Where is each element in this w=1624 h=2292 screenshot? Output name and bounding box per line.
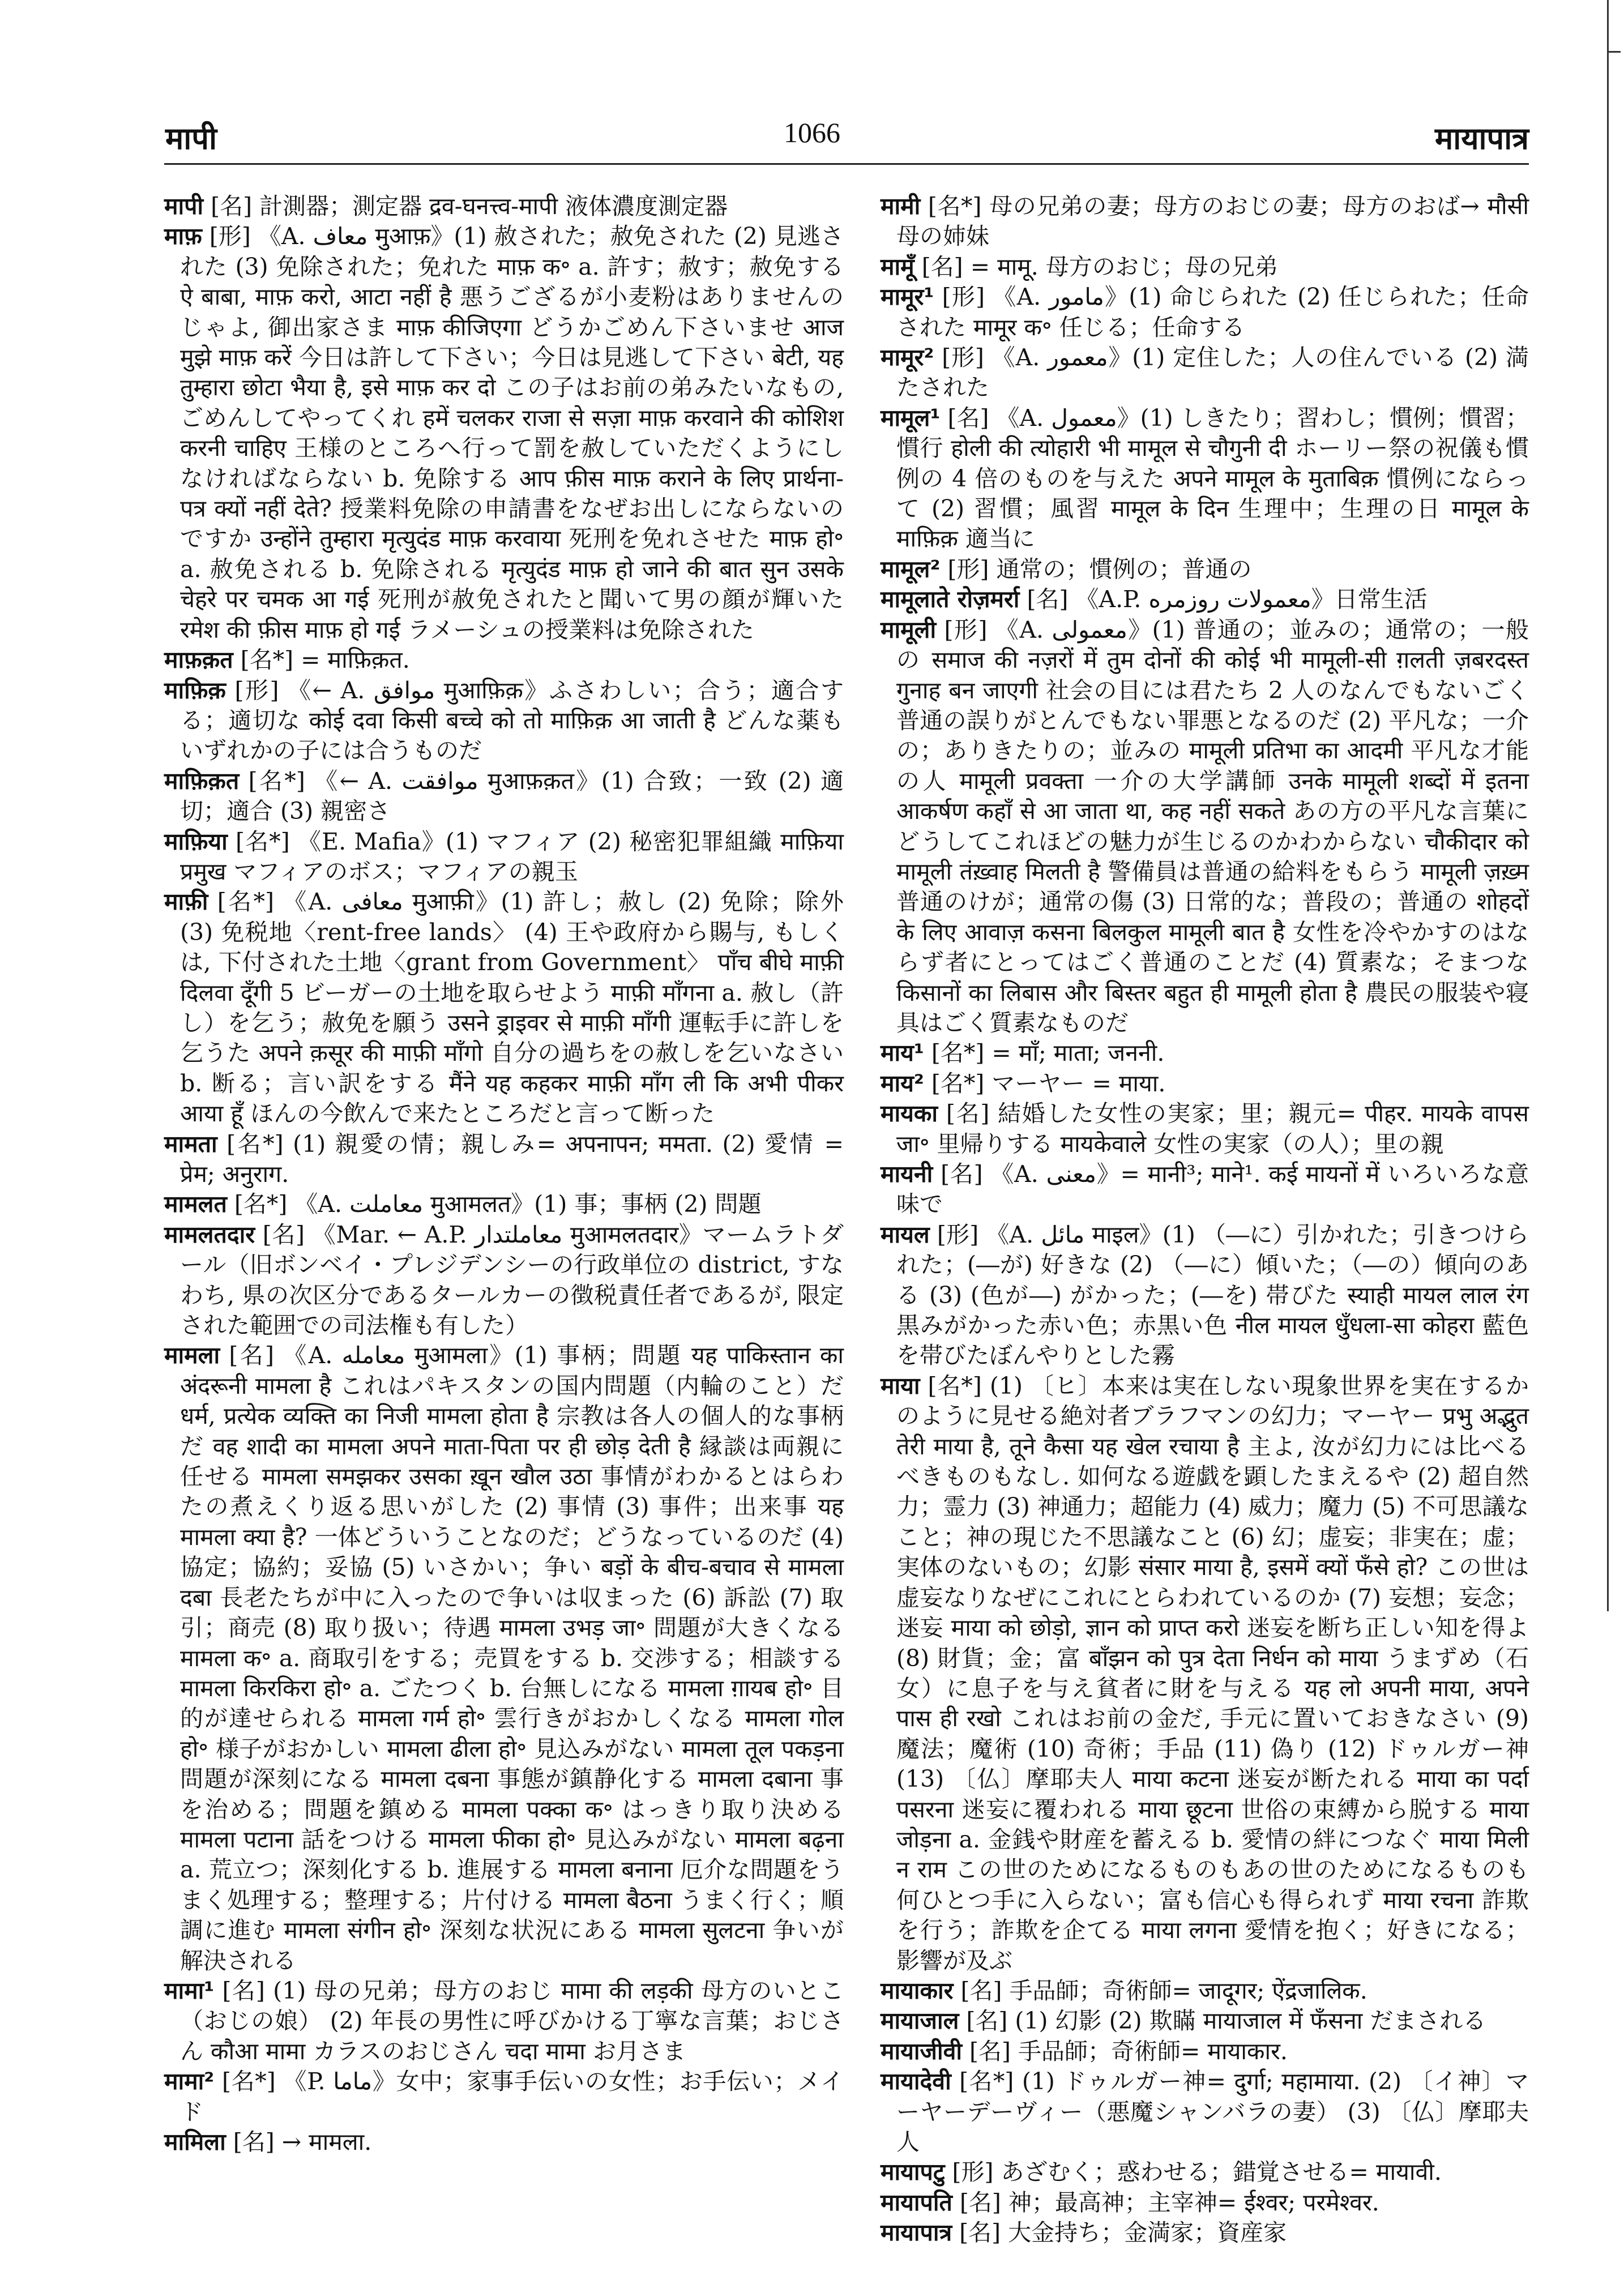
entry-headword: मामूल¹	[881, 404, 941, 432]
entry-definition: [名] → मामला.	[225, 2128, 372, 2156]
header-rule	[164, 163, 1529, 165]
dictionary-entry	[881, 1976, 1529, 2006]
left-column	[164, 191, 844, 2157]
entry-headword: मायल	[881, 1220, 930, 1248]
entry-definition: [形] 《← A. موافق मुआफ़िक़》ふさわしい；合う；適合する；適切な कोई दवा किसी बच्चे को तो माफ़िक़ आ जाती है どんな薬もいずれかの子には合うものだ	[180, 676, 844, 765]
entry-headword: माफ़िक़त	[164, 767, 240, 795]
dictionary-entry	[881, 1220, 1529, 1371]
entry-definition: [形] 《A. معاف मुआफ़》(1) 赦された；赦免された (2) 見逃された (3) 免除された；免れた माफ़ क॰ a. 許す；赦す；赦免する ऐ बाबा, माफ़ करो, आटा नहीं है 悪うござるが小麦粉はありませんのじゃよ, 御出家さま माफ़ कीजिएगा どうかごめん下さいませ आज मुझे माफ़ करें 今日は許して下さい；今日は見逃して下さい बेटी, यह तुम्हारा छोटा भैया है, इसे माफ़ कर दो この子はお前の弟みたいなもの, ごめんしてやってくれ हमें चलकर राजा से सज़ा माफ़ करवाने की कोशिश करनी चाहिए 王様のところへ行って罰を赦していただくようにしなければならない b. 免除する आप फ़ीस माफ़ कराने के लिए प्रार्थना-पत्र क्यों नहीं देते? 授業料免除の申請書をなぜお出しにならないのですか उन्होंने तुम्हारा मृत्युदंड माफ़ करवाया 死刑を免れさせた माफ़ हो॰ a. 赦免される b. 免除される मृत्युदंड माफ़ हो जाने की बात सुन उसके चेहरे पर चमक आ गई 死刑が赦免されたと聞いて男の顔が輝いた रमेश की फ़ीस माफ़ हो गई ラメーシュの授業料は免除された	[180, 223, 844, 643]
entry-headword: मामूर¹	[881, 283, 934, 311]
dictionary-entry	[164, 1976, 844, 2067]
dictionary-entry	[881, 403, 1529, 554]
entry-definition: [名*] 《P. ماما》女中；家事手伝いの女性；お手伝い；メイド	[180, 2068, 844, 2125]
dictionary-entry	[881, 2157, 1529, 2187]
entry-headword: माफ़क़त	[164, 646, 233, 674]
entry-definition: [名*] 《A. معافی मुआफ़ी》(1) 許し；赦し (2) 免除；除外 (3) 免税地〈rent-free lands〉 (4) 王や政府から賜与, もしくは, 下付された土地〈grant from Government〉 पाँच बीघे माफ़ी दिलवा दूँगी 5 ビーガーの土地を取らせよう माफ़ी माँगना a. 赦し（許し）を乞う；赦免を願う उसने ड्राइवर से माफ़ी माँगी 運転手に許しを乞うた अपने क़सूर की माफ़ी माँगो 自分の過ちをの赦しを乞いなさい b. 断る；言い訳をする मैंने यह कहकर माफ़ी माँग ली कि अभी पीकर आया हूँ ほんの今飲んで来たところだと言って断った	[180, 888, 844, 1128]
entry-definition: [名*] (1) 〔ヒ〕本来は実在しない現象世界を実在するかのように見せる絶対者ブラフマンの幻力；マーヤー प्रभु अद्भुत तेरी माया है, तूने कैसा यह खेल रचाया है 主よ, 汝が幻力には比べるべきものもなし. 如何なる遊戯を顕したまえるや (2) 超自然力；霊力 (3) 神通力；超能力 (4) 威力；魔力 (5) 不可思議なこと；神の現じた不思議なこと (6) 幻；虚妄；非実在；虚；実体のないもの；幻影 संसार माया है, इसमें क्यों फँसे हो? この世は虚妄なりなぜにこれにとらわれているのか (7) 妄想；妄念；迷妄 माया को छोड़ो, ज्ञान को प्राप्त करो 迷妄を断ち正しい知を得よ (8) 財貨；金；富 बाँझन को पुत्र देता निर्धन को माया うまずめ（石女）に息子を与え貧者に財を与える यह लो अपनी माया, अपने पास ही रखो これはお前の金だ, 手元に置いておきなさい (9) 魔法；魔術 (10) 奇術；手品 (11) 偽り (12) ドゥルガー神 (13) 〔仏〕摩耶夫人 माया कटना 迷妄が断たれる माया का पर्दा पसरना 迷妄に覆われる माया छूटना 世俗の束縛から脱する माया जोड़ना a. 金銭や財産を蓄える b. 愛情の絆につなぐ माया मिली न राम この世のためになるものもあの世のためになるものも何ひとつ手に入らない；富も信心も得られず माया रचना 詐欺を行う；詐欺を企てる माया लगना 愛情を抱く；好きになる；影響が及ぶ	[896, 1372, 1529, 1974]
entry-definition: [名] = मामू. 母方のおじ；母の兄弟	[914, 253, 1278, 280]
dictionary-entry	[881, 2006, 1529, 2036]
entry-definition: [名*] 母の兄弟の妻；母方のおじの妻；母方のおば→ मौसी 母の姉妹	[896, 193, 1529, 250]
entry-definition: [名] 《Mar. ← A.P. معاملتدار मुआमलतदार》マームラトダール（旧ボンベイ・プレジデンシーの行政単位の district, すなわち, 県の次区分であるタールカーの徴税責任者であるが, 限定された範囲での司法権も有した）	[180, 1220, 844, 1339]
dictionary-entry	[881, 1371, 1529, 1976]
entry-headword: मापी	[164, 193, 204, 220]
entry-headword: मायनी	[881, 1160, 933, 1188]
entry-definition: [形] 《A. مائل माइल》(1) （―に）引かれた；引きつけられた；(―が) 好きな (2) （―に）傾いた；（―の）傾向のある (3) (色が―) がかった；(―を) 帯びた स्याही मायल लाल रंग 黒みがかった赤い色；赤黒い色 नील मायल धुँधला-सा कोहरा 藍色を帯びたぼんやりとした霧	[896, 1220, 1529, 1369]
dictionary-entry	[164, 191, 844, 221]
entry-headword: मायापात्र	[881, 2219, 952, 2247]
page-edge-line	[1607, 0, 1609, 1611]
entry-headword: मायादेवी	[881, 2068, 951, 2095]
entry-headword: मामा¹	[164, 1977, 215, 2004]
dictionary-entry	[881, 584, 1529, 614]
dictionary-entry	[881, 1159, 1529, 1220]
entry-headword: मायाकार	[881, 1977, 954, 2004]
entry-definition: [名] 《A. معامله मुआमला》(1) 事柄；問題 यह पाकिस्तान का अंदरूनी मामला है これはパキスタンの国内問題（内輪のこと）だ धर्म, प्रत्येक व्यक्ति का निजी मामला होता है 宗教は各人の個人的な事柄だ वह शादी का मामला अपने माता-पिता पर ही छोड़ देती है 縁談は両親に任せる मामला समझकर उसका ख़ून खौल उठा 事情がわかるとはらわたの煮えくり返る思いがした (2) 事情 (3) 事件；出来事 यह मामला क्या है? 一体どういうことなのだ；どうなっているのだ (4) 協定；協約；妥協 (5) いさかい；争い बड़ों के बीच-बचाव से मामला दबा 長老たちが中に入ったので争いは収まった (6) 訴訟 (7) 取引；商売 (8) 取り扱い；待遇 मामला उभड़ जा॰ 問題が大きくなる मामला क॰ a. 商取引をする；売買をする b. 交渉する；相談する मामला किरकिरा हो॰ a. ごたつく b. 台無しになる मामला ग़ायब हो॰ 目的が達せられる मामला गर्म हो॰ 雲行きがおかしくなる मामला गोल हो॰ 様子がおかしい मामला ढीला हो॰ 見込みがない मामला तूल पकड़ना 問題が深刻になる मामला दबना 事態が鎮静化する मामला दबाना 事を治める；問題を鎮める मामला पक्का क॰ はっきり取り決める मामला पटाना 話をつける मामला फीका हो॰ 見込みがない मामला बढ़ना a. 荒立つ；深刻化する b. 進展する मामला बनाना 厄介な問題をうまく処理する；整理する；片付ける मामला बैठना うまく行く；順調に進む मामला संगीन हो॰ 深刻な状況にある मामला सुलटना 争いが解決される	[180, 1342, 844, 1974]
entry-headword: मायका	[881, 1100, 938, 1128]
dictionary-entry	[881, 615, 1529, 1039]
dictionary-entry	[164, 1341, 844, 1976]
entry-definition: [名*] (1) ドゥルガー神= दुर्गा; महामाया. (2) 〔イ神〕マーヤーデーヴィー（悪魔シャンバラの妻） (3) 〔仏〕摩耶夫人	[896, 2068, 1529, 2156]
entry-headword: मायापटु	[881, 2158, 945, 2186]
entry-headword: माया	[881, 1372, 920, 1399]
entry-definition: [名*] = माँ; माता; जननी.	[924, 1039, 1165, 1067]
dictionary-entry	[881, 1099, 1529, 1159]
entry-headword: मामी	[881, 193, 921, 220]
entry-definition: [形] 《A. مامور》(1) 命じられた (2) 任じられた；任命された मामूर क॰ 任じる；任命する	[896, 283, 1529, 341]
entry-definition: [形] 《A. معمور》(1) 定住した；人の住んでいる (2) 満たされた	[896, 344, 1529, 402]
entry-headword: माय¹	[881, 1039, 924, 1067]
dictionary-entry	[881, 282, 1529, 343]
page-edge-tick	[1607, 51, 1621, 53]
dictionary-entry	[881, 343, 1529, 403]
entry-definition: [名*] マーヤー = माया.	[924, 1069, 1166, 1097]
entry-definition: [名] 《A.P. معمولات روزمره》日常生活	[1019, 586, 1428, 613]
dictionary-entry	[881, 554, 1529, 584]
entry-definition: [形] 《A. معمولی》(1) 普通の；並みの；通常の；一般の समाज की नज़रों में तुम दोनों की कोई भी मामूली-सी ग़लती ज़बरदस्त गुनाह बन जाएगी 社会の目には君たち 2 人のなんでもないごく普通の誤りがとんでもない罪悪となるのだ (2) 平凡な；一介の；ありきたりの；並みの मामूली प्रतिभा का आदमी 平凡な才能の人 मामूली प्रवक्ता 一介の大学講師 उनके मामूली शब्दों में इतना आकर्षण कहाँ से आ जाता था, कह नहीं सकते あの方の平凡な言葉にどうしてこれほどの魅力が生じるのかわからない चौकीदार को मामूली तंख़्वाह मिलती है 警備員は普通の給料をもらう मामूली ज़ख़्म 普通のけが；通常の傷 (3) 日常的な；普段の；普通の शोहदों के लिए आवाज़ कसना बिलकुल मामूली बात है 女性を冷やかすのはならず者にとってはごく普通のことだ (4) 質素な；そまつな किसानों का लिबास और बिस्तर बहुत ही मामूली होता है 農民の服装や寝具はごく質素なものだ	[896, 616, 1529, 1036]
entry-headword: माफ़ी	[164, 888, 208, 916]
dictionary-entry	[164, 1220, 844, 1341]
entry-headword: मामला	[164, 1342, 220, 1369]
entry-headword: माफ़िया	[164, 827, 228, 855]
dictionary-entry	[164, 221, 844, 645]
entry-headword: मामिला	[164, 2128, 226, 2156]
entry-definition: [名] (1) 母の兄弟；母方のおじ मामा की लड़की 母方のいとこ（おじの娘） (2) 年長の男性に呼びかける丁寧な言葉；おじさん कौआ मामा カラスのおじさん चदा मामा お月さま	[180, 1977, 844, 2065]
entry-headword: मायापति	[881, 2188, 952, 2216]
entry-headword: माफ़िक़	[164, 676, 226, 704]
entry-definition: [名*] 《A. معاملت मुआमलत》(1) 事；事柄 (2) 問題	[226, 1190, 762, 1218]
header-guide-word-right: मायापात्र	[1434, 120, 1529, 156]
entry-definition: [名] 神；最高神；主宰神= ईश्वर; परमेश्वर.	[952, 2188, 1379, 2216]
entry-headword: माफ़	[164, 223, 202, 250]
entry-definition: [名] 結婚した女性の実家；里；親元= पीहर. मायके वापस जा॰ 里帰りする मायकेवाले 女性の実家（の人）；里の親	[896, 1100, 1529, 1158]
dictionary-entry	[164, 766, 844, 827]
dictionary-entry	[164, 887, 844, 1129]
entry-definition: [名] 大金持ち；金満家；資産家	[952, 2219, 1287, 2247]
header-guide-word-left: मापी	[165, 120, 217, 156]
dictionary-entry	[164, 2127, 844, 2157]
dictionary-entry	[881, 2067, 1529, 2157]
dictionary-entry	[164, 1129, 844, 1190]
dictionary-entry	[164, 1189, 844, 1219]
entry-headword: मामूलाते रोज़मर्रा	[881, 586, 1020, 613]
entry-headword: मामूर²	[881, 344, 934, 372]
entry-definition: [名] (1) 幻影 (2) 欺瞞 मायाजाल में फँसना だまされる	[959, 2007, 1486, 2035]
dictionary-entry	[164, 2067, 844, 2127]
entry-definition: [名*] 《E. Mafia》(1) マフィア (2) 秘密犯罪組織 माफ़िया प्रमुख マフィアのボス；マフィアの親玉	[180, 827, 844, 885]
entry-headword: मायाजीवी	[881, 2037, 962, 2065]
entry-headword: मामता	[164, 1130, 217, 1158]
entry-headword: मामूँ	[881, 253, 914, 280]
dictionary-entry	[881, 2218, 1529, 2248]
entry-definition: [名] 《A. معنی》= मानी³; माने¹. कई मायनों में いろいろな意味で	[896, 1160, 1529, 1218]
page-number: 1066	[784, 117, 840, 148]
dictionary-entry	[164, 676, 844, 766]
entry-headword: मामूल²	[881, 555, 941, 583]
dictionary-entry	[164, 645, 844, 675]
entry-headword: मामलतदार	[164, 1220, 255, 1248]
entry-definition: [形] あざむく；惑わせる；錯覚させる= मायावी.	[945, 2158, 1442, 2186]
dictionary-entry	[881, 191, 1529, 252]
dictionary-entry	[881, 1038, 1529, 1068]
entry-headword: मामलत	[164, 1190, 227, 1218]
entry-headword: मायाजाल	[881, 2007, 959, 2035]
entry-headword: माय²	[881, 1069, 924, 1097]
entry-definition: [名] 《A. معمول》(1) しきたり；習わし；慣例；慣習；慣行 होली की त्योहारी भी मामूल से चौगुनी दी ホーリー祭の祝儀も慣例の 4 倍のものを与えた अपने मामूल के मुताबिक़ 慣例にならって (2) 習慣；風習 मामूल के दिन 生理中；生理の日 मामूल के माफ़िक़ 適当に	[896, 404, 1529, 553]
entry-definition: [形] 通常の；慣例の；普通の	[940, 555, 1252, 583]
entry-definition: [名*] = माफ़िक़त.	[233, 646, 410, 674]
dictionary-entry	[881, 2037, 1529, 2067]
dictionary-entry	[881, 252, 1529, 282]
right-column	[881, 191, 1529, 2248]
entry-definition: [名] 計測器；測定器 द्रव-घनत्त्व-मापी 液体濃度測定器	[203, 193, 728, 220]
dictionary-entry	[164, 827, 844, 887]
entry-definition: [名] 手品師；奇術師= मायाकार.	[962, 2037, 1288, 2065]
entry-definition: [名*] (1) 親愛の情；親しみ= अपनापन; ममता. (2) 愛情 = प्रेम; अनुराग.	[180, 1130, 844, 1188]
entry-headword: मामा²	[164, 2068, 215, 2095]
entry-headword: मामूली	[881, 616, 937, 643]
dictionary-entry	[881, 2188, 1529, 2218]
dictionary-entry	[881, 1069, 1529, 1099]
entry-definition: [名*] 《← A. موافقت मुआफ़क़त》(1) 合致；一致 (2) 適切；適合 (3) 親密さ	[180, 767, 844, 825]
entry-definition: [名] 手品師；奇術師= जादूगर; ऐंद्रजालिक.	[953, 1977, 1367, 2004]
